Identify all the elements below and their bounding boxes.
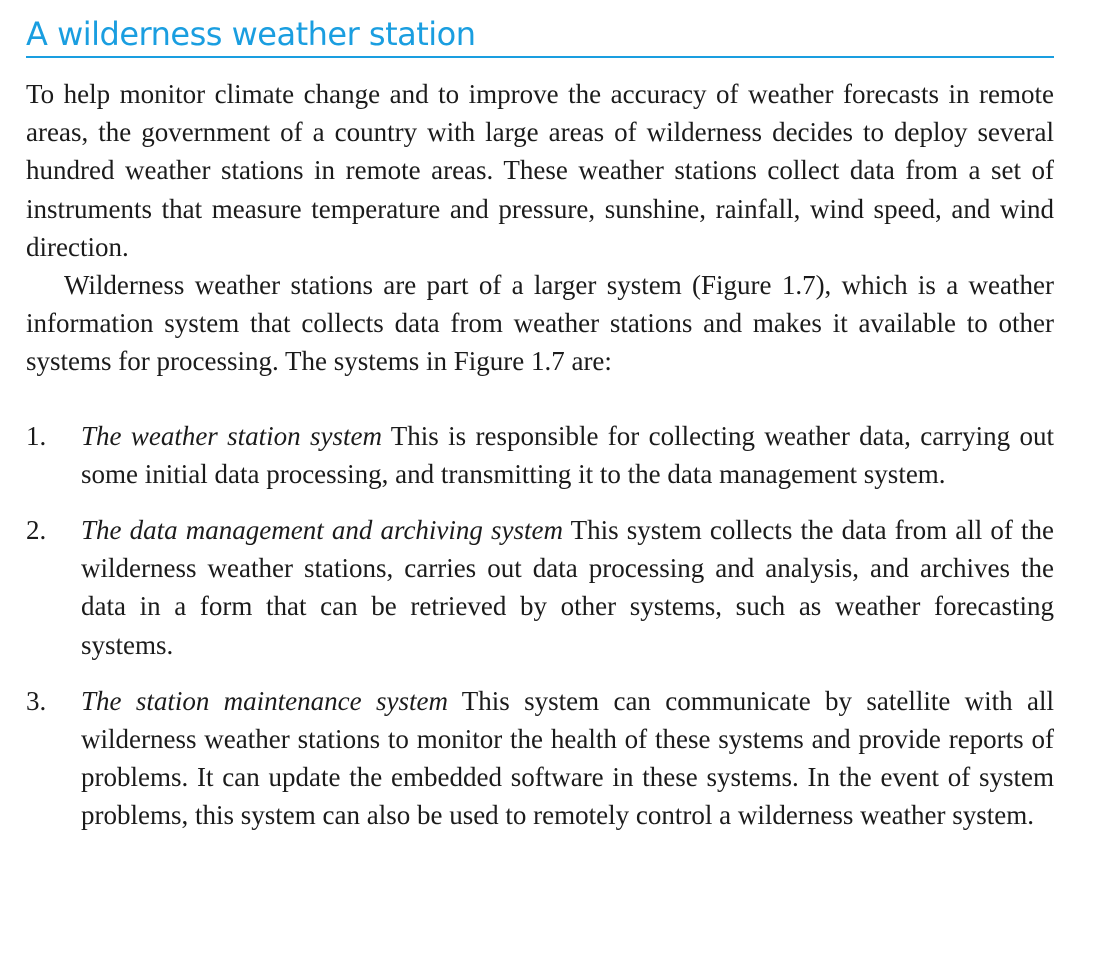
list-item-number: 2.: [26, 515, 47, 546]
section-heading: A wilderness weather station: [26, 15, 476, 53]
list-item: [26, 511, 1054, 664]
list-item-text: This is responsible for collecting weather data, carrying out some initial data processing, and transmitting it to the data management system.: [81, 420, 1054, 489]
list-item: [26, 682, 1054, 835]
list-item-term: The data management and archiving system: [81, 515, 564, 546]
list-item-text: This system can communicate by satellite with all wilderness weather stations to monitor the health of these systems and provide reports of problems. It can update the embedded software in these systems. In the event of system problems, this system can also be used to remotely control a wilderness weather system.: [81, 685, 1054, 831]
paragraph-system-overview: Wilderness weather stations are part of a larger system (Figure 1.7), which is a weather information system that collects data from weather stations and makes it available to other systems for processing. The systems in Figure 1.7 are:: [26, 270, 1054, 377]
list-item-term: The station maintenance system: [81, 685, 448, 716]
list-item: [26, 417, 1054, 493]
list-item-text: This system collects the data from all of the wilderness weather stations, carries out data processing and analysis, and archives the data in a form that can be retrieved by other systems, such as weather forecasting systems.: [81, 515, 1054, 660]
body-text: [26, 75, 1054, 835]
systems-list: [26, 417, 1054, 835]
list-item-term: The weather station system: [81, 420, 382, 451]
list-item-number: 3.: [26, 685, 47, 716]
list-item-number: 1.: [26, 420, 47, 451]
document-page: [26, 0, 1054, 853]
heading-rule: [26, 56, 1054, 58]
paragraph-intro: To help monitor climate change and to improve the accuracy of weather forecasts in remote areas, the government of a country with large areas of wilderness decides to deploy several hundred weather stations in remote areas. These weather stations collect data from a set of instruments that measure temperature and pressure, sunshine, rainfall, wind speed, and wind direction.: [26, 79, 1054, 262]
